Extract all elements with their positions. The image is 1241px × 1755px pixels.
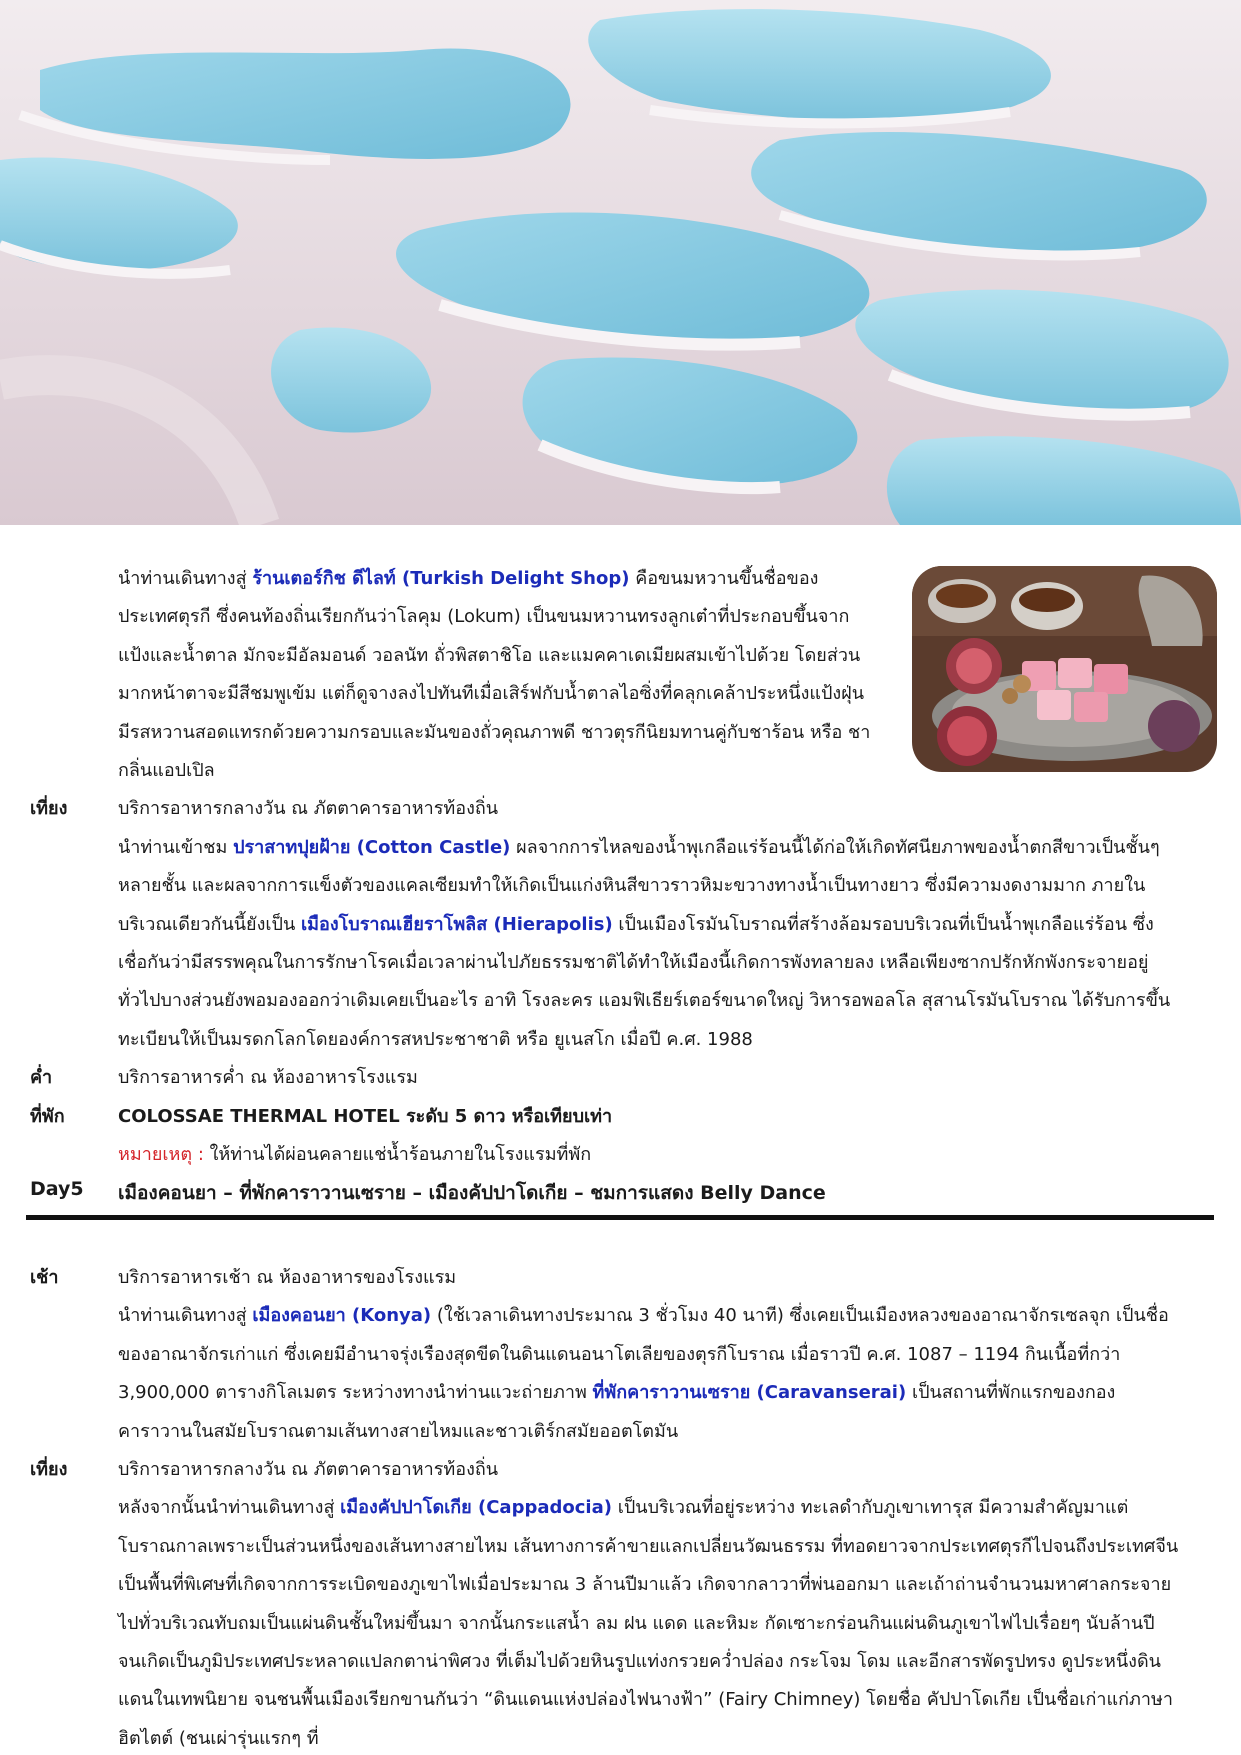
hierapolis-highlight: เมืองโบราณเฮียราโพลิส (Hierapolis): [301, 913, 613, 935]
day5-divider: [26, 1215, 1214, 1220]
hotel-row: [0, 1098, 1241, 1136]
dinner-row: [0, 1059, 1241, 1097]
breakfast-text: บริการอาหารเช้า ณ ห้องอาหารของโรงแรม: [118, 1267, 457, 1288]
note-text: ให้ท่านได้ผ่อนคลายแช่น้ำร้อนภายในโรงแรมที่พัก: [203, 1144, 592, 1166]
travertine-terraces-image: [0, 0, 1241, 525]
lunch-label: เที่ยง: [30, 798, 68, 820]
hero-photo: [0, 0, 1241, 525]
turkish-delight-paragraph: นำท่านเดินทางสู่ ร้านเตอร์กิช ดีไลท์ (Turkish Delight Shop) คือขนมหวานขึ้นชื่อของประเทศตุรกี ซึ่งคนท้องถิ่นเรียกกันว่าโลคุม (Lokum) เป็นขนมหวานทรงลูกเต๋าที่ประกอบขึ้นจากแป้งและน้ำตาล มักจะมีอัลมอนด์ วอลนัท ถั่วพิสตาชิโอ และแมคคาเดเมียผสมเข้าไปด้วย โดยส่วนมากหน้าตาจะมีสีชมพูเข้ม แต่ก็ดูจางลงไปทันทีเมื่อเสิร์ฟกับน้ำตาลไอซิ่งที่คลุกเคล้าประหนึ่งแป้งฝุ่น มีรสหวานสอดแทรกด้วยความกรอบและมันของถั่วคุณภาพดี ชาวตุรกีนิยมทานคู่กับชาร้อน หรือ ชากลิ่นแอปเปิล: [118, 568, 871, 782]
lunch-text: บริการอาหารกลางวัน ณ ภัตตาคารอาหารท้องถิ่น: [118, 798, 499, 820]
hotel-label: ที่พัก: [30, 1105, 65, 1127]
day5-label: Day5: [30, 1178, 84, 1200]
section-day5: [0, 1259, 1241, 1755]
lunch-row-day5: [0, 1451, 1241, 1489]
cappadocia-highlight: เมืองคัปปาโดเกีย (Cappadocia): [340, 1497, 612, 1519]
cotton-castle-highlight: ปราสาทปุยฝ้าย (Cotton Castle): [233, 836, 511, 858]
cappadocia-paragraph: หลังจากนั้นนำท่านเดินทางสู่ เมืองคัปปาโดเกีย (Cappadocia) เป็นบริเวณที่อยู่ระหว่าง ทะเลดำกับภูเขาเทารุส มีความสำคัญมาแต่โบราณกาลเพราะเป็นส่วนหนึ่งของเส้นทางสายไหม เส้นทางการค้าขายแลกเปลี่ยนวัฒนธรรม ที่ทอดยาวจากประเทศตุรกีไปจนถึงประเทศจีน เป็นพื้นที่พิเศษที่เกิดจากการระเบิดของภูเขาไฟเมื่อประมาณ 3 ล้านปีมาแล้ว เกิดจากลาวาที่พ่นออกมา และเถ้าถ่านจำนวนมหาศาลกระจายไปทั่วบริเวณทับถมเป็นแผ่นดินชั้นใหม่ขึ้นมา จากนั้นกระแสน้ำ ลม ฝน แดด และหิมะ กัดเซาะกร่อนกินแผ่นดินภูเขาไฟไปเรื่อยๆ นับล้านปี จนเกิดเป็นภูมิประเทศประหลาดแปลกตาน่าพิศวง ที่เต็มไปด้วยหินรูปแท่งกรวยคว่ำปล่อง กระโจม โดม และอีกสารพัดรูปทรง ดูประหนึ่งดินแดนในเทพนิยาย จนชนพื้นเมืองเรียกขานกันว่า “ดินแดนแห่งปล่องไฟนางฟ้า” (Fairy Chimney) โดยชื่อ คัปปาโดเกีย เป็นชื่อเก่าแก่ภาษาฮิตไตต์ (ชนเผ่ารุ่นแรกๆ ที่: [118, 1497, 1179, 1749]
konya-highlight: เมืองคอนยา (Konya): [252, 1305, 432, 1327]
lunch-text-day5: บริการอาหารกลางวัน ณ ภัตตาคารอาหารท้องถิ่น: [118, 1459, 499, 1481]
caravanserai-highlight: ที่พักคาราวานเซราย (Caravanserai): [592, 1382, 907, 1404]
hotel-text: COLOSSAE THERMAL HOTEL ระดับ 5 ดาว หรือเทียบเท่า: [118, 1105, 613, 1127]
lunch-row: [0, 790, 1241, 828]
turkish-delight-shop-highlight: ร้านเตอร์กิช ดีไลท์ (Turkish Delight Shop): [252, 568, 630, 589]
section-day4-continued: [0, 560, 1241, 1175]
breakfast-row: [0, 1259, 1241, 1297]
day5-title: เมืองคอนยา – ที่พักคาราวานเซราย – เมืองคัปปาโดเกีย – ชมการแสดง Belly Dance: [118, 1182, 826, 1204]
dinner-text: บริการอาหารค่ำ ณ ห้องอาหารโรงแรม: [118, 1067, 418, 1089]
breakfast-label: เช้า: [30, 1267, 59, 1288]
konya-paragraph: นำท่านเดินทางสู่ เมืองคอนยา (Konya) (ใช้เวลาเดินทางประมาณ 3 ชั่วโมง 40 นาที) ซึ่งเคยเป็นเมืองหลวงของอาณาจักรเซลจุก เป็นชื่อของอาณาจักรเก่าแก่ ซึ่งเคยมีอำนาจรุ่งเรืองสุดขีดในดินแดนอนาโตเลียของตุรกีโบราณ เมื่อราวปี ค.ศ. 1087 – 1194 กินเนื้อที่กว่า 3,900,000 ตารางกิโลเมตร ระหว่างทางนำท่านแวะถ่ายภาพ ที่พักคาราวานเซราย (Caravanserai) เป็นสถานที่พักแรกของกองคาราวานในสมัยโบราณตามเส้นทางสายไหมและชาวเติร์กสมัยออตโตมัน: [118, 1305, 1169, 1442]
note-label: หมายเหตุ :: [118, 1144, 204, 1166]
cotton-castle-paragraph: นำท่านเข้าชม ปราสาทปุยฝ้าย (Cotton Castle) ผลจากการไหลของน้ำพุเกลือแร่ร้อนนี้ได้ก่อให้เกิดทัศนียภาพของน้ำตกสีขาวเป็นชั้นๆ หลายชั้น และผลจากการแข็งตัวของแคลเซียมทำให้เกิดเป็นแก่งหินสีขาวราวหิมะขวางทางน้ำเป็นทางยาว ซึ่งมีความงดงามมาก ภายในบริเวณเดียวกันนี้ยังเป็น เมืองโบราณเฮียราโพลิส (Hierapolis) เป็นเมืองโรมันโบราณที่สร้างล้อมรอบบริเวณที่เป็นน้ำพุเกลือแร่ร้อน ซึ่งเชื่อกันว่ามีสรรพคุณในการรักษาโรคเมื่อเวลาผ่านไปภัยธรรมชาติได้ทำให้เมืองนี้เกิดการพังทลายลง เหลือเพียงซากปรักหักพังกระจายอยู่ทั่วไปบางส่วนยังพอมองออกว่าเดิมเคยเป็นอะไร อาทิ โรงละคร แอมฟิเธียร์เตอร์ขนาดใหญ่ วิหารอพอลโล สุสานโรมันโบราณ ได้รับการขึ้นทะเบียนให้เป็นมรดกโลกโดยองค์การสหประชาชาติ หรือ ยูเนสโก เมื่อปี ค.ศ. 1988: [118, 836, 1171, 1050]
lunch-label-day5: เที่ยง: [30, 1459, 68, 1481]
dinner-label: ค่ำ: [30, 1067, 53, 1089]
